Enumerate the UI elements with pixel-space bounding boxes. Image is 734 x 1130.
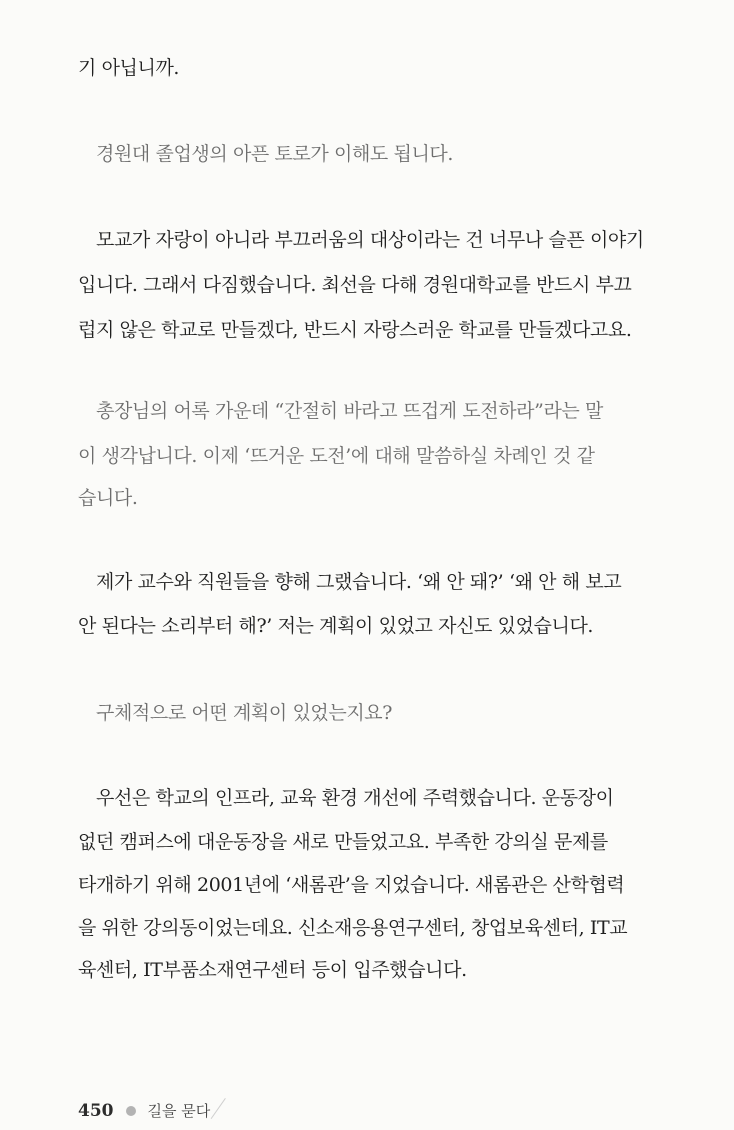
question-line: 총장님의 어록 가운데 “간절히 바라고 뜨겁게 도전하라”라는 말 [96,400,603,422]
answer-line: 모교가 자랑이 아니라 부끄러움의 대상이라는 건 너무나 슬픈 이야기 [96,229,644,251]
answer-line: 없던 캠퍼스에 대운동장을 새로 만들었고요. 부족한 강의실 문제를 [78,831,608,853]
answer-line: 타개하기 위해 2001년에 ‘새롬관’을 지었습니다. 새롬관은 산학협력 [78,874,625,896]
answer-line: 을 위한 강의동이었는데요. 신소재응용연구센터, 창업보육센터, IT교 [78,917,628,939]
question-line: 구체적으로 어떤 계획이 있었는지요? [96,702,393,724]
page-number: 450 [78,1101,114,1121]
page-footer [78,1101,210,1121]
decorative-slash-icon [211,1098,226,1119]
answer-line: 럽지 않은 학교로 만들겠다, 반드시 자랑스러운 학교를 만들겠다고요. [78,319,632,341]
question-line: 경원대 졸업생의 아픈 토로가 이해도 됩니다. [96,143,454,165]
answer-line: 안 된다는 소리부터 해?’ 저는 계획이 있었고 자신도 있었습니다. [78,615,594,637]
text-line: 기 아닙니까. [78,57,180,79]
bullet-dot-icon [126,1106,136,1116]
question-line: 이 생각납니다. 이제 ‘뜨거운 도전’에 대해 말씀하실 차례인 것 같 [78,445,595,467]
answer-line: 제가 교수와 직원들을 향해 그랬습니다. ‘왜 안 돼?’ ‘왜 안 해 보고 [96,571,622,593]
question-line: 습니다. [78,487,138,509]
answer-line: 우선은 학교의 인프라, 교육 환경 개선에 주력했습니다. 운동장이 [96,787,614,809]
book-title: 길을 묻다 [147,1102,211,1120]
answer-line: 입니다. 그래서 다짐했습니다. 최선을 다해 경원대학교를 반드시 부끄 [78,274,632,296]
answer-line: 육센터, IT부품소재연구센터 등이 입주했습니다. [78,959,467,981]
